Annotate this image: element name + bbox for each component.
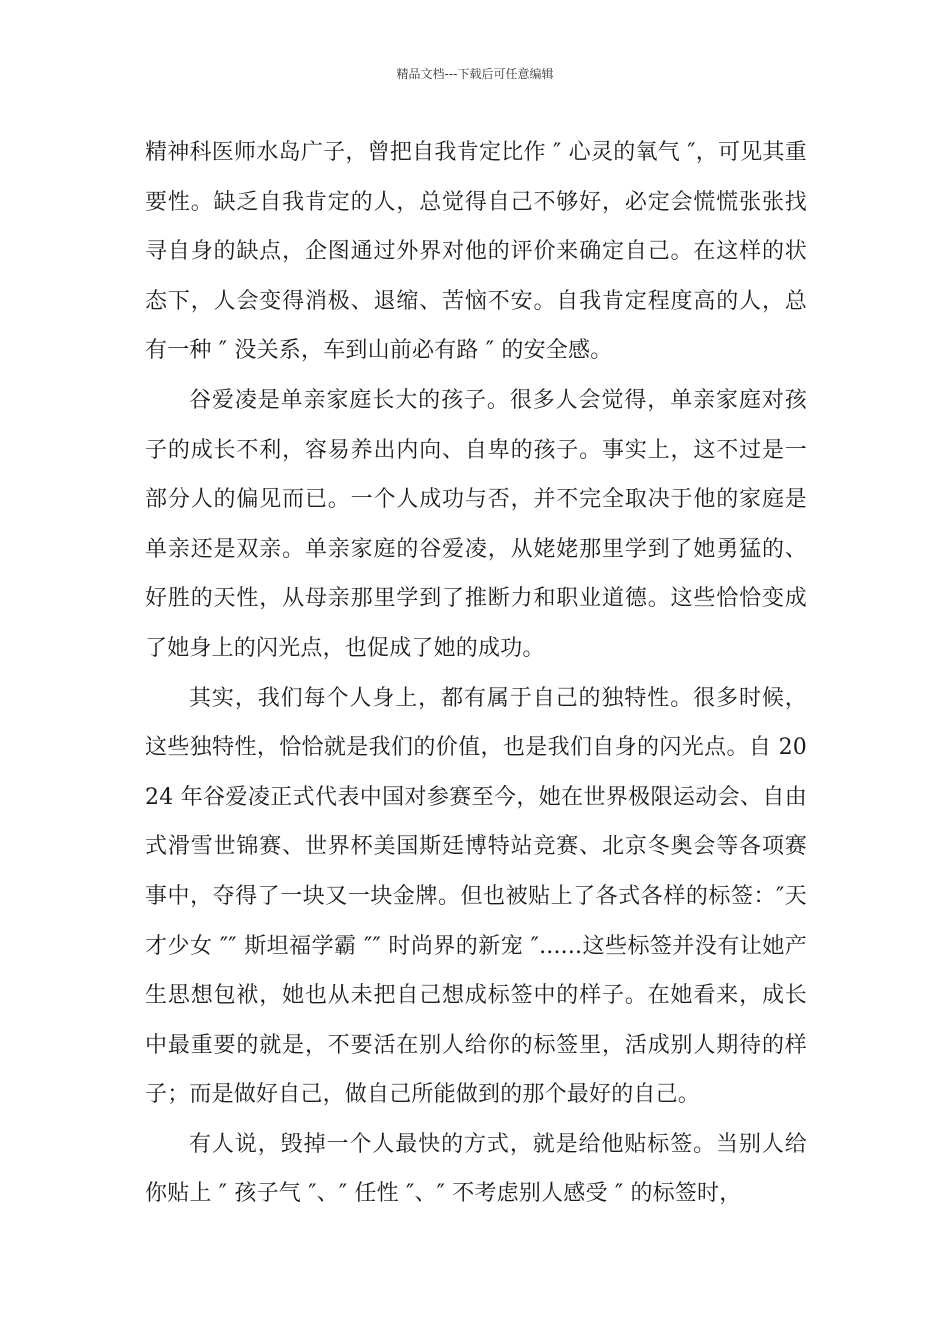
paragraph-labels: 有人说，毁掉一个人最快的方式，就是给他贴标签。当别人给你贴上 ″ 孩子气 ″、″ 任性 ″、″ 不考虑别人感受 ″ 的标签时， <box>145 1131 807 1207</box>
paragraph-uniqueness: 其实，我们每个人身上，都有属于自己的独特性。很多时候，这些独特性，恰恰就是我们的价值，也是我们自身的闪光点。自 2024 年谷爱凌正式代表中国对参赛至今，她在世界极限运动会、自由式滑雪世锦赛、世界杯美国斯廷博特站竞赛、北京冬奥会等各项赛事中，夺得了一块又一块金牌。但也被贴上了各式各样的标签：″天才少女 ″″ 斯坦福学霸 ″″ 时尚界的新宠 ″......这些标签并没有让她产生思想包袱，她也从未把自己想成标签中的样子。在她看来，成长中最重要的就是，不要活在别人给你的标签里，活成别人期待的样子；而是做好自己，做自己所能做到的那个最好的自己。 <box>145 685 807 1108</box>
document-body <box>145 128 807 1219</box>
page-header: 精品文档---下载后可任意编辑 <box>396 67 554 81</box>
paragraph-single-parent: 谷爱凌是单亲家庭长大的孩子。很多人会觉得，单亲家庭对孩子的成长不利，容易养出内向、自卑的孩子。事实上，这不过是一部分人的偏见而已。一个人成功与否，并不完全取决于他的家庭是单亲还是双亲。单亲家庭的谷爱凌，从姥姥那里学到了她勇猛的、好胜的天性，从母亲那里学到了推断力和职业道德。这些恰恰变成了她身上的闪光点，也促成了她的成功。 <box>145 387 807 661</box>
paragraph-self-affirmation: 精神科医师水岛广子，曾把自我肯定比作 ″ 心灵的氧气 ″，可见其重要性。缺乏自我肯定的人，总觉得自己不够好，必定会慌慌张张找寻自身的缺点，企图通过外界对他的评价来确定自己。在这样的状态下，人会变得消极、退缩、苦恼不安。自我肯定程度高的人，总有一种 ″ 没关系，车到山前必有路 ″ 的安全感。 <box>145 140 807 364</box>
